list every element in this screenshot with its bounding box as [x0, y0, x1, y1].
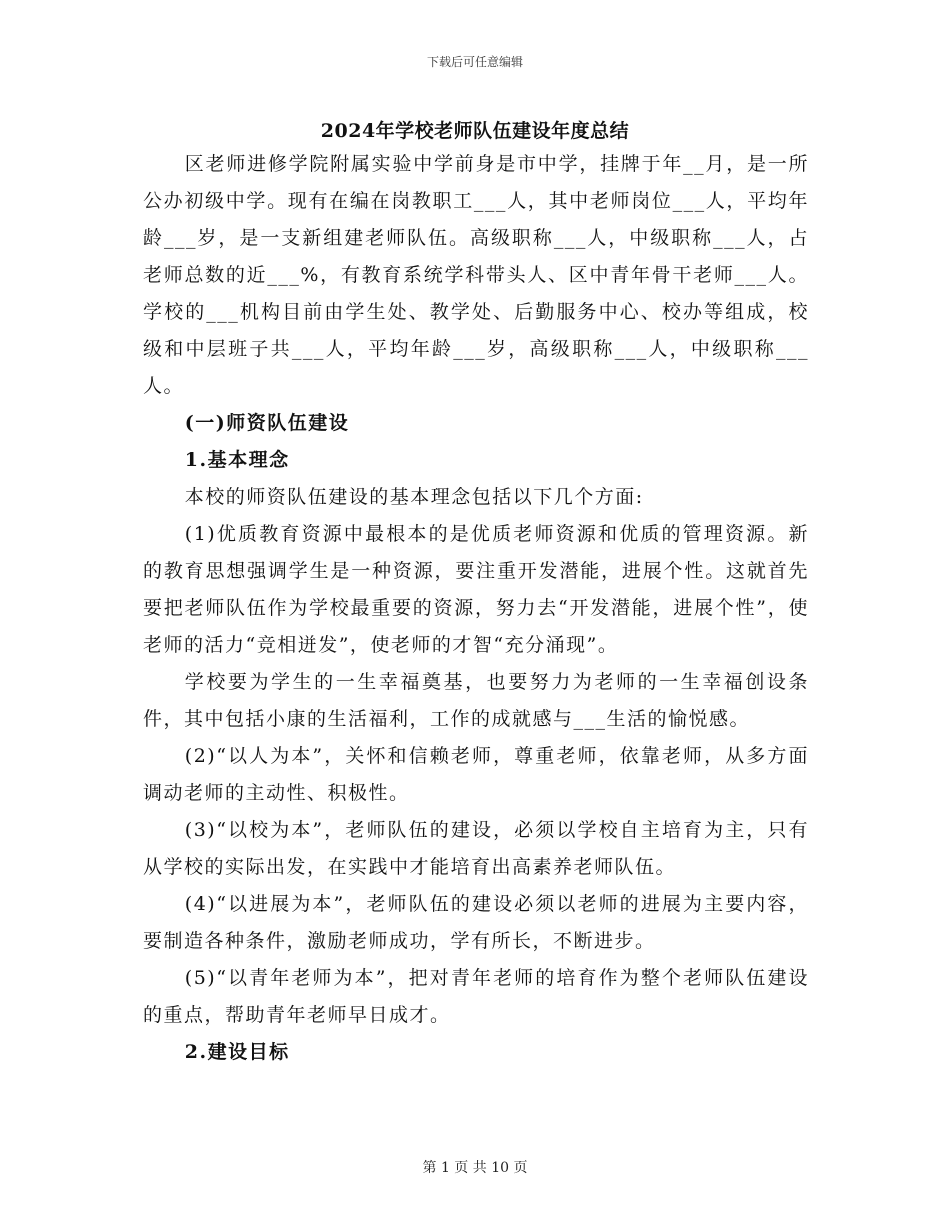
- paragraph: (5)“以青年老师为本”，把对青年老师的培育作为整个老师队伍建设的重点，帮助青年老师早日成才。: [143, 967, 809, 1026]
- paragraph: 本校的师资队伍建设的基本理念包括以下几个方面:: [184, 486, 644, 508]
- paragraph: (4)“以进展为本”，老师队伍的建设必须以老师的进展为主要内容，要制造各种条件，激励老师成功，学有所长，不断进步。: [143, 893, 809, 952]
- section-heading: (一)师资队伍建设: [184, 412, 350, 434]
- subsection-heading: 2.建设目标: [184, 1041, 290, 1063]
- paragraph: (3)“以校为本”，老师队伍的建设，必须以学校自主培育为主，只有从学校的实际出发，在实践中才能培育出高素养老师队伍。: [143, 819, 809, 878]
- page-footer: 第 1 页 共 10 页: [422, 1160, 528, 1176]
- paragraph: (1)优质教育资源中最根本的是优质老师资源和优质的管理资源。新的教育思想强调学生是一种资源，要注重开发潜能，进展个性。这就首先要把老师队伍作为学校最重要的资源，努力去“开发潜能，进展个性”，使老师的活力“竞相迸发”，使老师的才智“充分涌现”。: [143, 523, 809, 656]
- document-title: 2024年学校老师队伍建设年度总结: [320, 120, 630, 142]
- paragraph: 学校要为学生的一生幸福奠基，也要努力为老师的一生幸福创设条件，其中包括小康的生活福利，工作的成就感与___生活的愉悦感。: [143, 671, 809, 730]
- paragraph: (2)“以人为本”，关怀和信赖老师，尊重老师，依靠老师，从多方面调动老师的主动性、积极性。: [143, 745, 809, 804]
- subsection-heading: 1.基本理念: [184, 449, 290, 471]
- document-body: [143, 146, 809, 1071]
- paragraph-intro: 区老师进修学院附属实验中学前身是市中学，挂牌于年__月，是一所公办初级中学。现有在编在岗教职工___人，其中老师岗位___人，平均年龄___岁，是一支新组建老师队伍。高级职称___人，中级职称___人，占老师总数的近___%，有教育系统学科带头人、区中青年骨干老师___人。学校的___机构目前由学生处、教学处、后勤服务中心、校办等组成，校级和中层班子共___人，平均年龄___岁，高级职称___人，中级职称___人。: [143, 153, 809, 397]
- header-note: 下载后可任意编辑: [426, 55, 523, 69]
